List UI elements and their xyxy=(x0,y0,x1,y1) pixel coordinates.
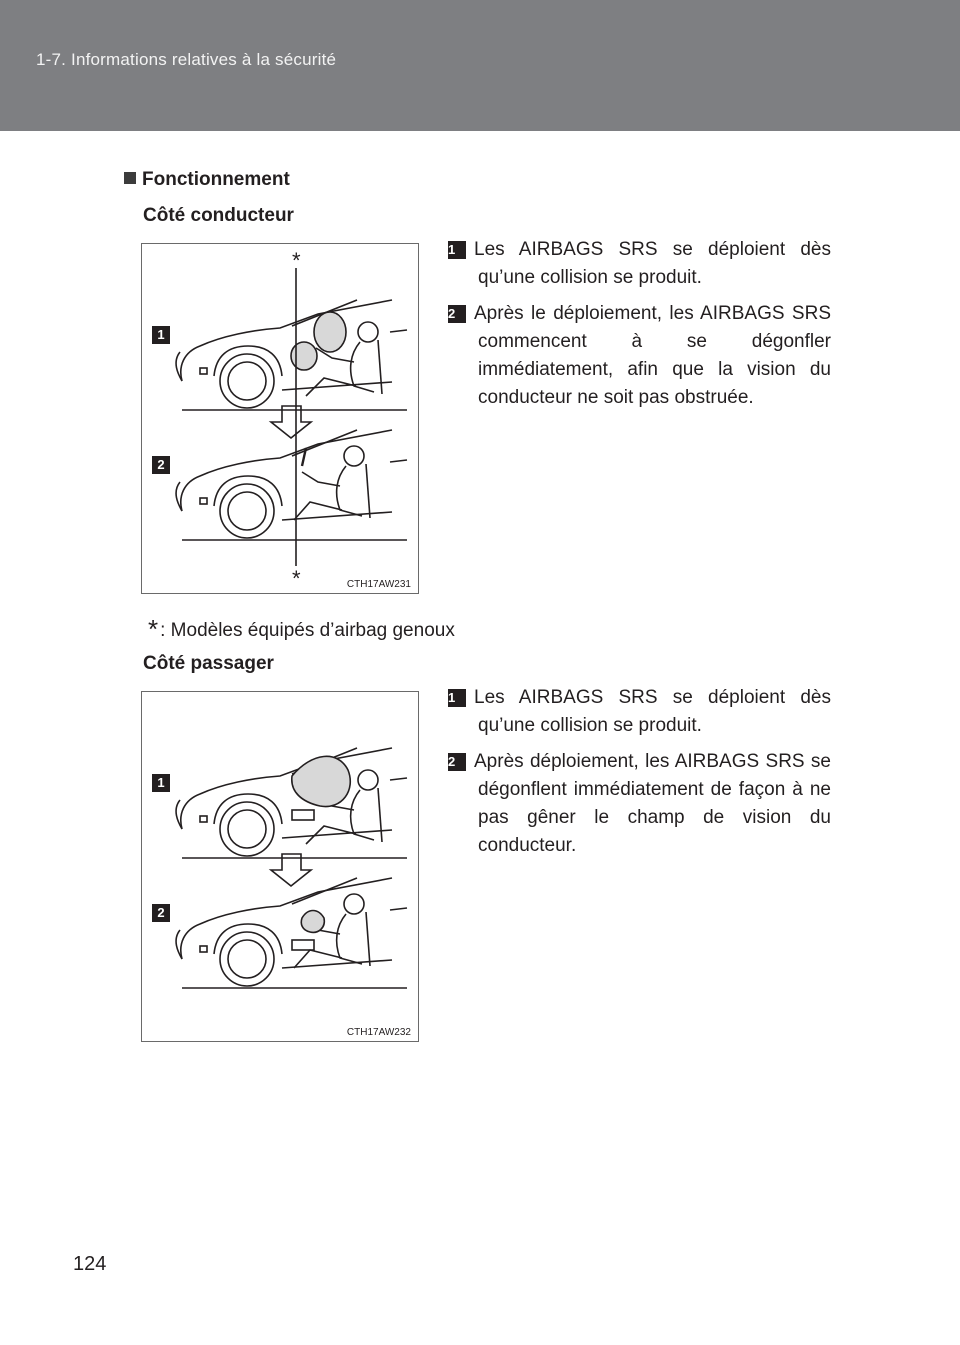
header-title: 1-7. Informations relatives à la sécurité xyxy=(36,50,337,69)
figure-badge-2: 2 xyxy=(152,904,170,922)
passenger-note-2 xyxy=(448,748,831,860)
driver-note-1 xyxy=(448,236,831,292)
driver-airbag-figure xyxy=(141,243,419,594)
note-badge: 2 xyxy=(448,305,466,323)
passenger-note-1 xyxy=(448,684,831,740)
square-bullet-icon xyxy=(124,172,136,184)
note-badge: 2 xyxy=(448,753,466,771)
note-text: Après le déploiement, les AIRBAGS SRS commencent à se dégonfler immédiatement, afin que la vision du conducteur ne soit pas obstruée. xyxy=(474,303,831,408)
section-title xyxy=(124,169,290,191)
driver-heading: Côté conducteur xyxy=(143,205,294,226)
note-badge: 1 xyxy=(448,241,466,259)
passenger-airbag-figure xyxy=(141,691,419,1042)
asterisk-top: * xyxy=(292,248,301,273)
page-number: 124 xyxy=(73,1253,107,1275)
footnote xyxy=(148,614,455,645)
section-title-text: Fonctionnement xyxy=(142,169,290,190)
figure-badge-1: 1 xyxy=(152,774,170,792)
note-badge: 1 xyxy=(448,689,466,707)
driver-airbag-illustration xyxy=(142,244,420,595)
figure-badge-2: 2 xyxy=(152,456,170,474)
figure-badge-1: 1 xyxy=(152,326,170,344)
footnote-asterisk: * xyxy=(148,614,159,644)
figure-code: CTH17AW232 xyxy=(346,1027,411,1038)
passenger-airbag-illustration xyxy=(142,692,420,1043)
passenger-heading: Côté passager xyxy=(143,653,274,674)
note-text: Après déploiement, les AIRBAGS SRS se dégonflent immédiatement de façon à ne pas gêner le champ de vision du conducteur. xyxy=(474,751,831,856)
driver-note-2 xyxy=(448,300,831,412)
figure-code: CTH17AW231 xyxy=(346,579,411,590)
passenger-notes xyxy=(448,684,831,868)
footnote-text: : Modèles équipés d’airbag genoux xyxy=(160,620,455,641)
page-header xyxy=(0,0,960,131)
asterisk-bottom: * xyxy=(292,566,301,591)
driver-notes xyxy=(448,236,831,420)
note-text: Les AIRBAGS SRS se déploient dès qu’une collision se produit. xyxy=(474,239,831,288)
note-text: Les AIRBAGS SRS se déploient dès qu’une collision se produit. xyxy=(474,687,831,736)
